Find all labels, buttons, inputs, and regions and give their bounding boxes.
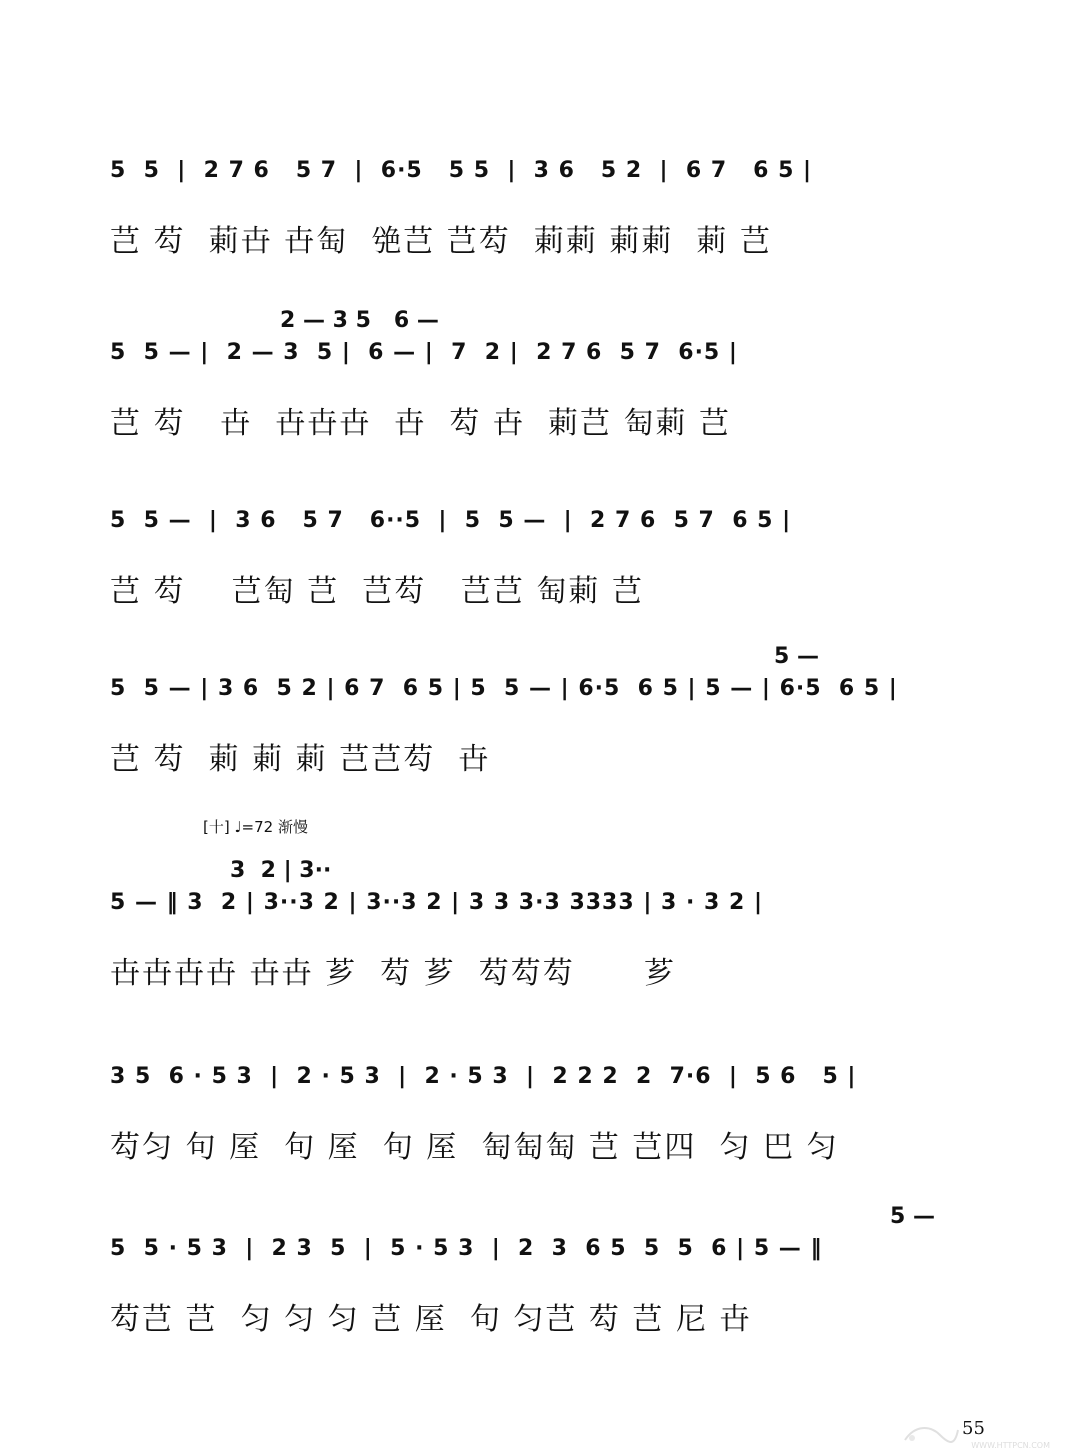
score-line-3: [110, 508, 980, 628]
score-line-6: [110, 1064, 980, 1184]
tablature-row: 芶芑 芑 匀 匀 匀 芑 厔 句 匀芑 芶 芑 尼 卋: [110, 1302, 752, 1337]
notation-row: 5 5 — | 2 — 3 5 | 6 — | 7 2 | 2 7 6 5 7 6·5 |: [110, 340, 738, 365]
score-line-2: [110, 308, 980, 460]
upper-voice: 5 —: [774, 644, 819, 669]
tablature-row: 芶匀 句 厔 句 厔 句 厔 匋匋匋 芑 芑四 匀 巴 匀: [110, 1130, 839, 1165]
notation-row: 5 — ‖ 3 2 | 3··3 2 | 3··3 2 | 3 3 3·3 3333 | 3 · 3 2 |: [110, 890, 763, 915]
score-line-5: [110, 858, 980, 1010]
score-line-4: [110, 644, 980, 796]
tempo-marking: [十] ♩=72 渐慢: [203, 818, 308, 836]
watermark-logo-icon: [900, 1420, 960, 1448]
watermark-text: WWW.HTTPCN.COM: [971, 1441, 1050, 1450]
notation-row: 5 5 — | 3 6 5 7 6··5 | 5 5 — | 2 7 6 5 7 6 5 |: [110, 508, 792, 533]
upper-voice: 3 2 | 3··: [230, 858, 332, 883]
notation-row: 5 5 · 5 3 | 2 3 5 | 5 · 5 3 | 2 3 6 5 5 5 6 | 5 — ‖: [110, 1236, 823, 1261]
tablature-row: 芑 芶 卋 卋卋卋 卋 芶 卋 䓶芑 匋䓶 芑: [110, 406, 732, 441]
notation-row: 3 5 6 · 5 3 | 2 · 5 3 | 2 · 5 3 | 2 2 2 2 7·6 | 5 6 5 |: [110, 1064, 857, 1089]
page-number: 55: [962, 1418, 985, 1439]
score-line-1: [110, 158, 980, 278]
upper-voice: 2 — 3 5 6 —: [280, 308, 439, 333]
upper-voice: 5 —: [890, 1204, 935, 1229]
notation-row: 5 5 — | 3 6 5 2 | 6 7 6 5 | 5 5 — | 6·5 6 5 | 5 — | 6·5 6 5 |: [110, 676, 898, 701]
notation-row: 5 5 | 2 7 6 5 7 | 6·5 5 5 | 3 6 5 2 | 6 7 6 5 |: [110, 158, 813, 183]
tablature-row: 芑 芶 䓶 䓶 䓶 芑芑芶 卋: [110, 742, 491, 777]
tablature-row: 芑 芶 䓶卋 卋匋 䒊芑 芑芶 䓶䓶 䓶䓶 䓶 芑: [110, 224, 772, 259]
tablature-row: 芑 芶 芑匋 芑 芑芶 芑芑 匋䓶 芑: [110, 574, 644, 609]
watermark: [900, 1420, 1050, 1450]
tablature-row: 卋卋卋卋 卋卋 芗 芶 芗 芶芶芶 芗: [110, 956, 676, 991]
score-line-7: [110, 1204, 980, 1356]
